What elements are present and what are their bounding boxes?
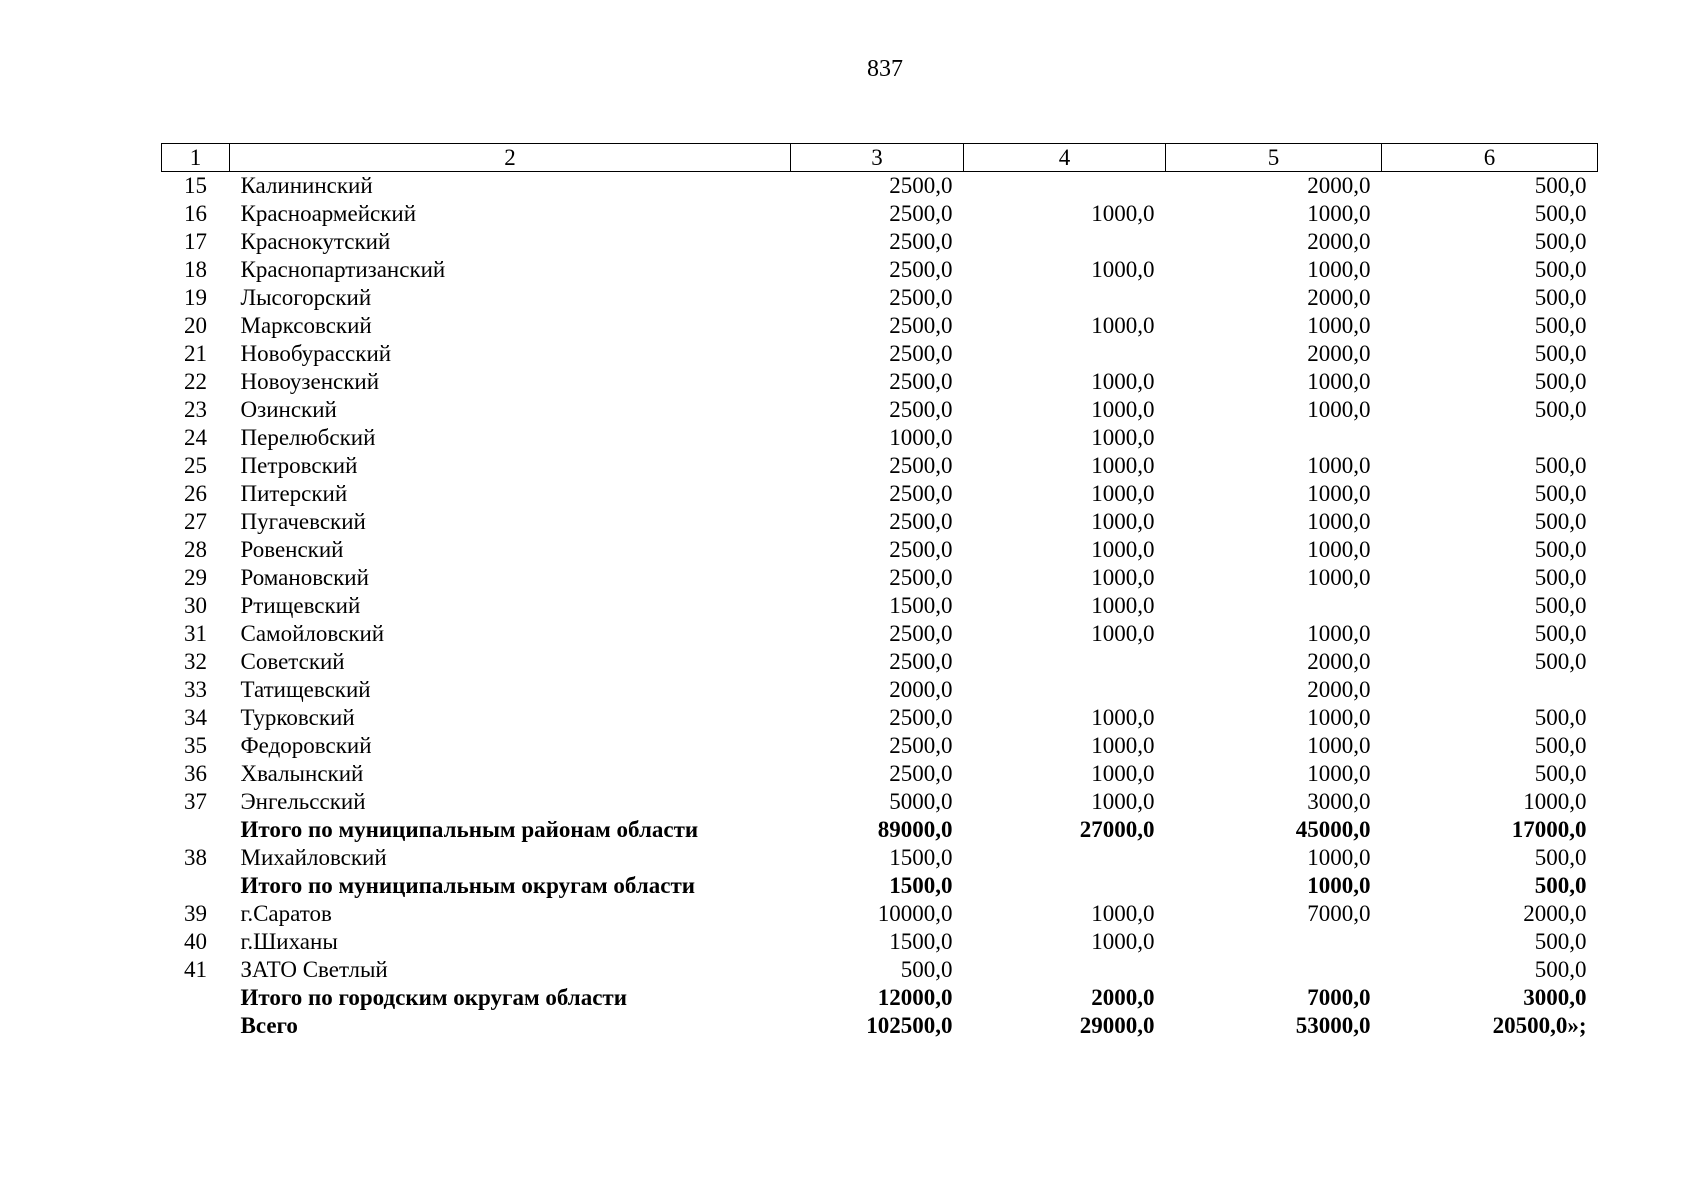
value-col-5: 2000,0 [1307, 341, 1371, 366]
value-col-5 [1166, 592, 1382, 620]
table-row [162, 508, 1598, 536]
row-name: Советский [240, 649, 345, 674]
value-col-5: 45000,0 [1295, 817, 1371, 842]
value-col-4: 1000,0 [1091, 313, 1155, 338]
row-number: 30 [184, 593, 207, 618]
row-name: Марксовский [240, 313, 372, 338]
value-col-3: 12000,0 [877, 985, 953, 1010]
value-col-3: 2500,0 [889, 397, 953, 422]
value-col-4: 1000,0 [1091, 789, 1155, 814]
value-col-5: 2000,0 [1307, 173, 1371, 198]
value-col-3: 2500,0 [889, 341, 953, 366]
value-col-6: 500,0 [1534, 397, 1587, 422]
table-row [162, 200, 1598, 228]
value-col-3: 1000,0 [889, 425, 953, 450]
value-col-3: 2500,0 [889, 705, 953, 730]
value-col-5: 2000,0 [1307, 649, 1371, 674]
table-row [162, 312, 1598, 340]
column-header-6: 6 [1382, 144, 1598, 172]
value-col-6: 500,0 [1534, 593, 1587, 618]
value-col-6: 500,0 [1534, 705, 1587, 730]
value-col-5: 1000,0 [1307, 537, 1371, 562]
value-col-3: 1500,0 [889, 845, 953, 870]
value-col-6: 20500,0»; [1492, 1013, 1587, 1038]
row-name: г.Шиханы [240, 929, 338, 954]
value-col-3: 2500,0 [889, 509, 953, 534]
value-col-6: 2000,0 [1523, 901, 1587, 926]
table-body [162, 172, 1598, 1041]
value-col-5: 3000,0 [1307, 789, 1371, 814]
row-number: 17 [184, 229, 207, 254]
row-number: 24 [184, 425, 207, 450]
row-name: Краснопартизанский [240, 257, 446, 282]
row-number [162, 984, 230, 1012]
header-row [162, 144, 1598, 172]
value-col-4 [964, 676, 1166, 704]
row-name: Итого по муниципальным районам области [240, 817, 699, 842]
column-header-5: 5 [1166, 144, 1382, 172]
table-row [162, 424, 1598, 452]
page-number: 837 [867, 56, 903, 82]
table-row [162, 340, 1598, 368]
value-col-6: 500,0 [1534, 285, 1587, 310]
row-name: Питерский [240, 481, 348, 506]
value-col-3: 2500,0 [889, 537, 953, 562]
table-row [162, 704, 1598, 732]
total-row [162, 1012, 1598, 1040]
value-col-6: 500,0 [1534, 537, 1587, 562]
value-col-3: 2500,0 [889, 649, 953, 674]
value-col-5: 1000,0 [1307, 705, 1371, 730]
row-number: 35 [184, 733, 207, 758]
value-col-6: 500,0 [1534, 649, 1587, 674]
value-col-5: 1000,0 [1307, 201, 1371, 226]
table-row [162, 592, 1598, 620]
row-name: Перелюбский [240, 425, 376, 450]
row-name: г.Саратов [240, 901, 332, 926]
value-col-6: 500,0 [1534, 481, 1587, 506]
value-col-6: 500,0 [1534, 341, 1587, 366]
value-col-5: 7000,0 [1307, 901, 1371, 926]
value-col-4: 27000,0 [1079, 817, 1155, 842]
table-row [162, 368, 1598, 396]
total-row [162, 816, 1598, 844]
row-number: 32 [184, 649, 207, 674]
value-col-4: 1000,0 [1091, 929, 1155, 954]
row-name: Турковский [240, 705, 355, 730]
row-number: 25 [184, 453, 207, 478]
value-col-3: 2500,0 [889, 481, 953, 506]
value-col-4: 1000,0 [1091, 593, 1155, 618]
row-number: 27 [184, 509, 207, 534]
value-col-6: 500,0 [1534, 313, 1587, 338]
row-name: Федоровский [240, 733, 372, 758]
value-col-4: 1000,0 [1091, 705, 1155, 730]
value-col-3: 2500,0 [889, 201, 953, 226]
table-row [162, 564, 1598, 592]
value-col-4: 1000,0 [1091, 481, 1155, 506]
table-row [162, 760, 1598, 788]
value-col-6: 500,0 [1534, 257, 1587, 282]
row-name: Хвалынский [240, 761, 364, 786]
value-col-6: 1000,0 [1523, 789, 1587, 814]
row-name: Лысогорский [240, 285, 372, 310]
column-header-3: 3 [791, 144, 964, 172]
value-col-5: 53000,0 [1295, 1013, 1371, 1038]
value-col-4: 2000,0 [1091, 985, 1155, 1010]
row-name: Петровский [240, 453, 358, 478]
value-col-4: 1000,0 [1091, 621, 1155, 646]
column-header-2: 2 [230, 144, 791, 172]
total-row [162, 984, 1598, 1012]
row-number: 41 [184, 957, 207, 982]
value-col-6: 500,0 [1534, 929, 1587, 954]
value-col-6: 500,0 [1534, 957, 1587, 982]
value-col-4: 1000,0 [1091, 425, 1155, 450]
row-number [162, 872, 230, 900]
value-col-4: 1000,0 [1091, 257, 1155, 282]
value-col-5: 1000,0 [1307, 565, 1371, 590]
row-number: 29 [184, 565, 207, 590]
table-row [162, 452, 1598, 480]
table-row [162, 900, 1598, 928]
value-col-3: 10000,0 [877, 901, 953, 926]
row-number [162, 1012, 230, 1040]
value-col-5: 2000,0 [1307, 229, 1371, 254]
row-name: Калининский [240, 173, 373, 198]
value-col-5 [1166, 424, 1382, 452]
table-row [162, 844, 1598, 872]
allocation-table [161, 143, 1598, 1040]
value-col-3: 2000,0 [889, 677, 953, 702]
table-row [162, 172, 1598, 201]
value-col-5 [1166, 956, 1382, 984]
value-col-5: 1000,0 [1307, 873, 1371, 898]
table-row [162, 256, 1598, 284]
row-name: Энгельсский [240, 789, 366, 814]
value-col-3: 2500,0 [889, 621, 953, 646]
row-number: 18 [184, 257, 207, 282]
value-col-5: 1000,0 [1307, 509, 1371, 534]
value-col-4: 1000,0 [1091, 537, 1155, 562]
row-number: 20 [184, 313, 207, 338]
value-col-4 [964, 172, 1166, 201]
value-col-3: 2500,0 [889, 565, 953, 590]
value-col-3: 1500,0 [889, 593, 953, 618]
value-col-6: 500,0 [1534, 201, 1587, 226]
row-number: 26 [184, 481, 207, 506]
column-header-1: 1 [162, 144, 230, 172]
row-number: 37 [184, 789, 207, 814]
row-number: 33 [184, 677, 207, 702]
value-col-4: 1000,0 [1091, 397, 1155, 422]
value-col-6: 500,0 [1534, 873, 1587, 898]
value-col-5: 2000,0 [1307, 677, 1371, 702]
table-row [162, 620, 1598, 648]
value-col-4 [964, 228, 1166, 256]
value-col-6 [1382, 424, 1598, 452]
row-name: ЗАТО Светлый [240, 957, 388, 982]
row-name: Самойловский [240, 621, 385, 646]
table-row [162, 788, 1598, 816]
value-col-5: 1000,0 [1307, 621, 1371, 646]
row-name: Краснокутский [240, 229, 391, 254]
table-row [162, 648, 1598, 676]
table-header [162, 144, 1598, 172]
row-number [162, 816, 230, 844]
row-number: 40 [184, 929, 207, 954]
value-col-3: 89000,0 [877, 817, 953, 842]
table-row [162, 676, 1598, 704]
value-col-3: 500,0 [900, 957, 953, 982]
table-row [162, 536, 1598, 564]
value-col-6: 500,0 [1534, 509, 1587, 534]
value-col-4 [964, 284, 1166, 312]
value-col-3: 1500,0 [889, 929, 953, 954]
value-col-5: 1000,0 [1307, 733, 1371, 758]
value-col-4 [964, 340, 1166, 368]
row-name: Новоузенский [240, 369, 380, 394]
value-col-6: 500,0 [1534, 229, 1587, 254]
value-col-3: 2500,0 [889, 285, 953, 310]
value-col-4: 1000,0 [1091, 733, 1155, 758]
value-col-3: 2500,0 [889, 229, 953, 254]
value-col-4: 29000,0 [1079, 1013, 1155, 1038]
value-col-4: 1000,0 [1091, 201, 1155, 226]
row-name: Новобурасский [240, 341, 392, 366]
row-number: 28 [184, 537, 207, 562]
value-col-4: 1000,0 [1091, 509, 1155, 534]
row-name: Всего [240, 1013, 298, 1038]
value-col-6: 500,0 [1534, 621, 1587, 646]
value-col-4 [964, 648, 1166, 676]
row-name: Михайловский [240, 845, 387, 870]
row-number: 36 [184, 761, 207, 786]
value-col-5: 7000,0 [1307, 985, 1371, 1010]
row-number: 21 [184, 341, 207, 366]
value-col-3: 2500,0 [889, 453, 953, 478]
value-col-3: 2500,0 [889, 257, 953, 282]
value-col-5: 1000,0 [1307, 761, 1371, 786]
value-col-4 [964, 872, 1166, 900]
value-col-3: 2500,0 [889, 733, 953, 758]
value-col-3: 2500,0 [889, 173, 953, 198]
value-col-5 [1166, 928, 1382, 956]
table-row [162, 480, 1598, 508]
table-row [162, 228, 1598, 256]
row-number: 38 [184, 845, 207, 870]
value-col-4 [964, 844, 1166, 872]
value-col-5: 1000,0 [1307, 397, 1371, 422]
value-col-5: 1000,0 [1307, 369, 1371, 394]
column-header-4: 4 [964, 144, 1166, 172]
value-col-3: 102500,0 [866, 1013, 953, 1038]
row-name: Озинский [240, 397, 337, 422]
value-col-4 [964, 956, 1166, 984]
value-col-4: 1000,0 [1091, 453, 1155, 478]
value-col-5: 2000,0 [1307, 285, 1371, 310]
value-col-6 [1382, 676, 1598, 704]
value-col-5: 1000,0 [1307, 481, 1371, 506]
total-row [162, 872, 1598, 900]
row-name: Итого по городским округам области [240, 985, 627, 1010]
value-col-6: 500,0 [1534, 369, 1587, 394]
value-col-4: 1000,0 [1091, 761, 1155, 786]
value-col-3: 2500,0 [889, 369, 953, 394]
value-col-5: 1000,0 [1307, 453, 1371, 478]
table-row [162, 956, 1598, 984]
value-col-6: 500,0 [1534, 173, 1587, 198]
table-row [162, 732, 1598, 760]
row-number: 34 [184, 705, 207, 730]
table-row [162, 928, 1598, 956]
table-row [162, 396, 1598, 424]
row-number: 16 [184, 201, 207, 226]
value-col-3: 5000,0 [889, 789, 953, 814]
row-number: 22 [184, 369, 207, 394]
value-col-3: 2500,0 [889, 761, 953, 786]
value-col-4: 1000,0 [1091, 369, 1155, 394]
row-number: 15 [184, 173, 207, 198]
row-name: Красноармейский [240, 201, 416, 226]
value-col-4: 1000,0 [1091, 565, 1155, 590]
row-name: Романовский [240, 565, 369, 590]
row-number: 39 [184, 901, 207, 926]
row-name: Ровенский [240, 537, 344, 562]
row-name: Ртищевский [240, 593, 361, 618]
row-number: 31 [184, 621, 207, 646]
table-row [162, 284, 1598, 312]
row-name: Пугачевский [240, 509, 366, 534]
value-col-6: 500,0 [1534, 565, 1587, 590]
value-col-6: 500,0 [1534, 845, 1587, 870]
value-col-3: 2500,0 [889, 313, 953, 338]
row-name: Татищевский [240, 677, 371, 702]
value-col-5: 1000,0 [1307, 313, 1371, 338]
value-col-6: 500,0 [1534, 733, 1587, 758]
value-col-4: 1000,0 [1091, 901, 1155, 926]
value-col-6: 3000,0 [1523, 985, 1587, 1010]
value-col-5: 1000,0 [1307, 257, 1371, 282]
value-col-5: 1000,0 [1307, 845, 1371, 870]
row-number: 23 [184, 397, 207, 422]
value-col-6: 17000,0 [1511, 817, 1587, 842]
row-number: 19 [184, 285, 207, 310]
value-col-6: 500,0 [1534, 453, 1587, 478]
row-name: Итого по муниципальным округам области [240, 873, 696, 898]
value-col-3: 1500,0 [889, 873, 953, 898]
value-col-6: 500,0 [1534, 761, 1587, 786]
